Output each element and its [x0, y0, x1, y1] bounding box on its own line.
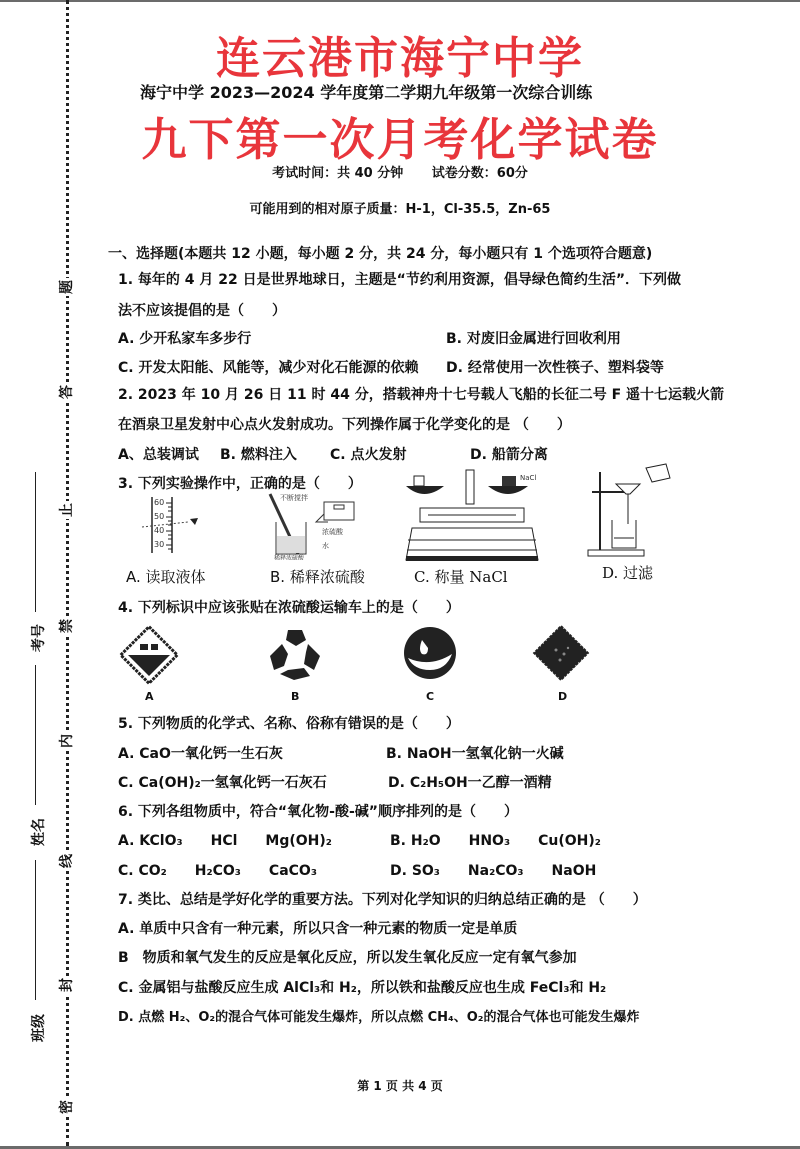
q6-option-d: D. SO₃ Na₂CO₃ NaOH — [390, 863, 597, 879]
name-label: 姓名 — [31, 818, 47, 846]
recycle-sign-icon — [266, 626, 324, 688]
sign-label-a: A — [145, 690, 154, 703]
q2-stem-line2: 在酒泉卫星发射中心点火发射成功。下列操作属于化学变化的是 （ ） — [118, 417, 571, 433]
svg-text:水: 水 — [322, 542, 329, 550]
q3-stem: 3. 下列实验操作中，正确的是（ ） — [118, 476, 362, 492]
svg-text:不断搅拌: 不断搅拌 — [280, 494, 308, 502]
exam-meta — [0, 162, 800, 181]
q5-option-c: C. Ca(OH)₂一氢氧化钙一石灰石 — [118, 775, 327, 791]
svg-text:50: 50 — [154, 512, 165, 521]
q2-option-d: D. 船箭分离 — [470, 447, 548, 463]
exam-number-field-extension[interactable] — [35, 665, 36, 805]
svg-text:稀释浓硫酸: 稀释浓硫酸 — [274, 555, 305, 560]
margin-char: 线 — [59, 854, 75, 868]
margin-char: 密 — [59, 1100, 75, 1114]
dilute-acid-figure — [262, 492, 362, 560]
atomic-mass: 可能用到的相对原子质量：H-1，Cl-35.5，Zn-65 — [249, 202, 551, 217]
q1-stem-line2: 法不应该提倡的是（ ） — [118, 303, 286, 319]
q1-option-d: D. 经常使用一次性筷子、塑料袋等 — [446, 360, 664, 376]
exam-time: 考试时间：共 40 分钟 — [272, 166, 404, 181]
exam-title: 海宁中学 2023—2024 学年度第二学期九年级第一次综合训练 — [140, 83, 593, 102]
class-label: 班级 — [31, 1014, 47, 1042]
q6-option-b: B. H₂O HNO₃ Cu(OH)₂ — [390, 833, 601, 849]
margin-char: 内 — [59, 734, 75, 748]
q2-stem-line1: 2. 2023 年 10 月 26 日 11 时 44 分，搭载神舟十七号载人飞船的长征二号 F 遥十七运载火箭 — [118, 387, 725, 403]
q6-stem: 6. 下列各组物质中，符合“氧化物-酸-碱”顺序排列的是（ ） — [118, 804, 518, 820]
overlay-title-school: 连云港市海宁中学 — [216, 33, 584, 84]
margin-char: 禁 — [59, 619, 75, 633]
q3-caption-d: D. 过滤 — [602, 564, 654, 582]
svg-text:40: 40 — [154, 526, 165, 535]
q1-option-a: A. 少开私家车多步行 — [118, 331, 252, 347]
svg-text:浓硫酸: 浓硫酸 — [322, 528, 343, 536]
q5-option-b: B. NaOH一氢氧化钠一火碱 — [386, 746, 564, 762]
q3-caption-c: C. 称量 NaCl — [414, 568, 508, 586]
q7-option-d: D. 点燃 H₂、O₂的混合气体可能发生爆炸，所以点燃 CH₄、O₂的混合气体也可能发生爆炸 — [118, 1010, 640, 1025]
svg-text:NaCl: NaCl — [520, 474, 537, 482]
sign-label-c: C — [426, 690, 435, 703]
q1-option-c: C. 开发太阳能、风能等，减少对化石能源的依赖 — [118, 360, 419, 376]
q6-option-a: A. KClO₃ HCl Mg(OH)₂ — [118, 833, 332, 849]
top-border — [0, 0, 800, 2]
page-footer: 第 1 页 共 4 页 — [357, 1079, 443, 1093]
q2-option-c: C. 点火发射 — [330, 447, 407, 463]
q3-caption-b: B. 稀释浓硫酸 — [270, 568, 365, 586]
q2-option-a: A、总装调试 — [118, 447, 199, 463]
margin-char: 题 — [59, 280, 75, 294]
section-heading: 一、选择题(本题共 12 小题，每小题 2 分，共 24 分，每小题只有 1 个选项符合题意) — [108, 246, 653, 262]
q5-option-a: A. CaO一氧化钙一生石灰 — [118, 746, 283, 762]
q6-option-c: C. CO₂ H₂CO₃ CaCO₃ — [118, 863, 317, 879]
q7-option-b: B 物质和氧气发生的反应是氧化反应，所以发生氧化反应一定有氧气参加 — [118, 950, 577, 966]
q1-stem-line1: 1. 每年的 4 月 22 日是世界地球日，主题是“节约利用资源，倡导绿色简约生活”．下列做 — [118, 272, 682, 288]
margin-char: 答 — [59, 385, 75, 399]
q7-option-c: C. 金属铝与盐酸反应生成 AlCl₃和 H₂，所以铁和盐酸反应也生成 FeCl₃和 H₂ — [118, 980, 607, 996]
margin-char: 止 — [59, 503, 75, 517]
q1-option-b: B. 对废旧金属进行回收利用 — [446, 331, 621, 347]
exam-number-field[interactable] — [35, 472, 36, 612]
corrosive-sign-icon — [118, 624, 180, 690]
svg-text:30: 30 — [154, 540, 165, 549]
tick-60: 60 — [154, 498, 165, 507]
toxic-sign-icon — [532, 624, 590, 686]
sign-label-d: D — [558, 690, 568, 703]
sign-label-b: B — [291, 690, 300, 703]
name-field[interactable] — [35, 860, 36, 1000]
q7-stem: 7. 类比、总结是学好化学的重要方法。下列对化学知识的归纳总结正确的是 （ ） — [118, 892, 647, 908]
graduated-cylinder-figure — [140, 495, 210, 555]
exam-number-label: 考号 — [31, 624, 47, 652]
water-saving-sign-icon — [402, 624, 458, 686]
margin-char: 封 — [59, 978, 75, 992]
q5-option-d: D. C₂H₅OH一乙醇一酒精 — [388, 775, 552, 791]
balance-figure — [402, 468, 542, 564]
filtration-figure — [584, 462, 684, 560]
q3-caption-a: A. 读取液体 — [126, 568, 206, 586]
q2-option-b: B. 燃料注入 — [220, 447, 297, 463]
overlay-title-exam: 九下第一次月考化学试卷 — [141, 113, 659, 166]
exam-score: 试卷分数：60分 — [431, 166, 528, 181]
q5-stem: 5. 下列物质的化学式、名称、俗称有错误的是（ ） — [118, 716, 460, 732]
q7-option-a: A. 单质中只含有一种元素，所以只含一种元素的物质一定是单质 — [118, 921, 518, 937]
q4-stem: 4. 下列标识中应该张贴在浓硫酸运输车上的是（ ） — [118, 600, 460, 616]
